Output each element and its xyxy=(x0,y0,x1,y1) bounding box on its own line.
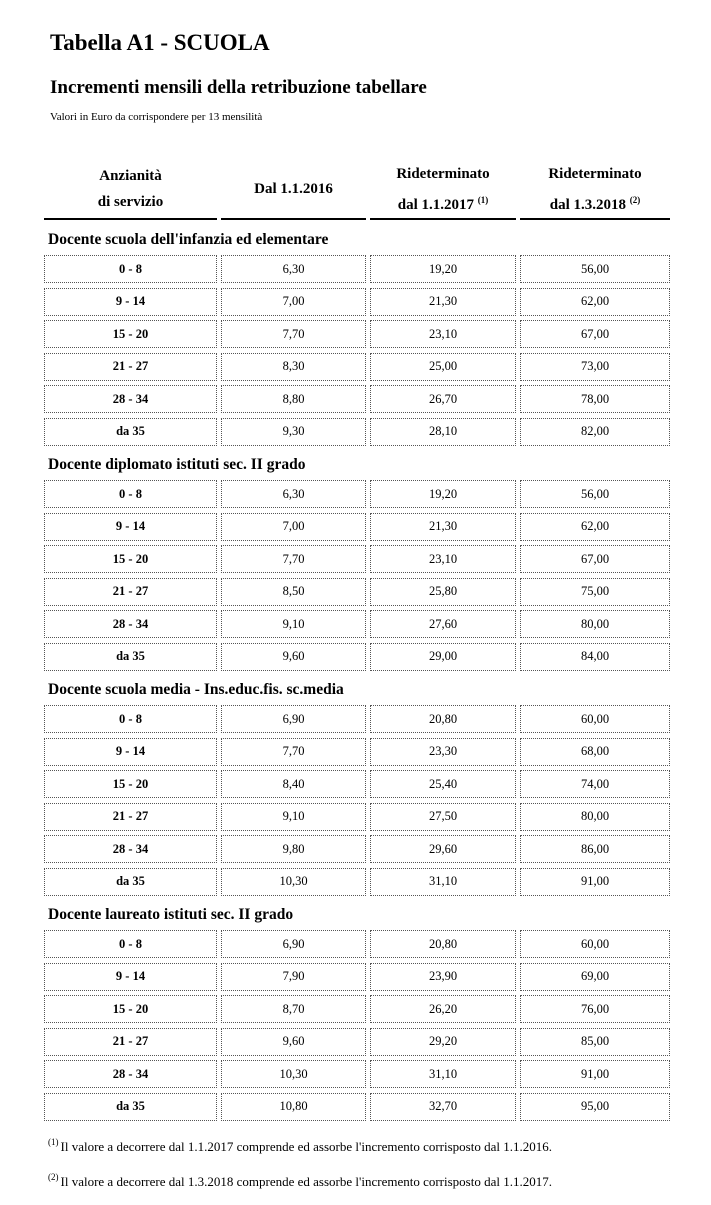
anzianita-cell: 0 - 8 xyxy=(44,705,217,733)
rideterminato-2017-cell: 27,50 xyxy=(370,803,516,831)
rideterminato-2017-cell: 32,70 xyxy=(370,1093,516,1121)
table-row xyxy=(44,286,670,319)
dal-2016-cell: 6,90 xyxy=(221,705,366,733)
dal-2016-cell: 8,70 xyxy=(221,995,366,1023)
rideterminato-2018-cell: 75,00 xyxy=(520,578,670,606)
anzianita-cell: 28 - 34 xyxy=(44,385,217,413)
rideterminato-2017-cell: 25,80 xyxy=(370,578,516,606)
header-rideterminato-2018 xyxy=(520,160,670,220)
anzianita-cell: 28 - 34 xyxy=(44,835,217,863)
rideterminato-2018-cell: 73,00 xyxy=(520,353,670,381)
anzianita-cell: 21 - 27 xyxy=(44,1028,217,1056)
section-title: Docente scuola media - Ins.educ.fis. sc.media xyxy=(48,681,344,698)
rideterminato-2018-cell: 91,00 xyxy=(520,1060,670,1088)
dal-2016-cell: 8,50 xyxy=(221,578,366,606)
rideterminato-2017-cell: 23,30 xyxy=(370,738,516,766)
table-row xyxy=(44,608,670,641)
table-row xyxy=(44,351,670,384)
anzianita-cell: 21 - 27 xyxy=(44,353,217,381)
table-row xyxy=(44,511,670,544)
anzianita-cell: 9 - 14 xyxy=(44,738,217,766)
footnote-2 xyxy=(48,1172,552,1190)
rideterminato-2018-cell: 74,00 xyxy=(520,770,670,798)
anzianita-cell: da 35 xyxy=(44,643,217,671)
anzianita-cell: 21 - 27 xyxy=(44,803,217,831)
rideterminato-2017-cell: 19,20 xyxy=(370,255,516,283)
dal-2016-cell: 10,30 xyxy=(221,1060,366,1088)
table-row xyxy=(44,833,670,866)
rideterminato-2017-cell: 23,90 xyxy=(370,963,516,991)
table-row xyxy=(44,993,670,1026)
table-row xyxy=(44,253,670,286)
rideterminato-2018-cell: 67,00 xyxy=(520,545,670,573)
section-title: Docente diplomato istituti sec. II grado xyxy=(48,456,306,473)
rideterminato-2017-cell: 19,20 xyxy=(370,480,516,508)
header-dal-2016 xyxy=(221,160,366,220)
table-row xyxy=(44,416,670,449)
header-rideterminato-2018-date: dal 1.3.2018 xyxy=(549,196,626,213)
anzianita-cell: 9 - 14 xyxy=(44,288,217,316)
table-row xyxy=(44,478,670,511)
values-note: Valori in Euro da corrispondere per 13 mensilità xyxy=(50,111,263,123)
rideterminato-2018-cell: 95,00 xyxy=(520,1093,670,1121)
anzianita-cell: da 35 xyxy=(44,418,217,446)
header-anzianita xyxy=(44,160,217,220)
dal-2016-cell: 9,30 xyxy=(221,418,366,446)
header-rideterminato-2017 xyxy=(370,160,516,220)
rideterminato-2018-cell: 86,00 xyxy=(520,835,670,863)
dal-2016-cell: 10,80 xyxy=(221,1093,366,1121)
table-row xyxy=(44,801,670,834)
table-row xyxy=(44,383,670,416)
footnote-1-text: Il valore a decorrere dal 1.1.2017 comprende ed assorbe l'incremento corrisposto dal 1.1.2016. xyxy=(60,1139,552,1154)
rideterminato-2017-cell: 23,10 xyxy=(370,320,516,348)
header-anzianita-line1: Anzianità xyxy=(99,168,162,184)
dal-2016-cell: 8,30 xyxy=(221,353,366,381)
rideterminato-2018-cell: 91,00 xyxy=(520,868,670,896)
dal-2016-cell: 6,30 xyxy=(221,255,366,283)
rideterminato-2017-cell: 27,60 xyxy=(370,610,516,638)
rideterminato-2017-cell: 31,10 xyxy=(370,1060,516,1088)
table-header xyxy=(44,160,670,222)
dal-2016-cell: 8,80 xyxy=(221,385,366,413)
dal-2016-cell: 10,30 xyxy=(221,868,366,896)
rideterminato-2017-cell: 23,10 xyxy=(370,545,516,573)
rideterminato-2018-cell: 69,00 xyxy=(520,963,670,991)
rideterminato-2018-cell: 56,00 xyxy=(520,255,670,283)
dal-2016-cell: 7,70 xyxy=(221,738,366,766)
anzianita-cell: 15 - 20 xyxy=(44,770,217,798)
header-dal-2016-label: Dal 1.1.2016 xyxy=(254,181,333,197)
dal-2016-cell: 9,60 xyxy=(221,1028,366,1056)
table-row xyxy=(44,543,670,576)
header-rideterminato-2018-line2 xyxy=(550,187,641,218)
footnote-2-text: Il valore a decorrere dal 1.3.2018 comprende ed assorbe l'incremento corrisposto dal 1.1.2017. xyxy=(60,1174,552,1189)
table-row xyxy=(44,1091,670,1124)
rideterminato-2017-cell: 28,10 xyxy=(370,418,516,446)
rideterminato-2018-cell: 78,00 xyxy=(520,385,670,413)
dal-2016-cell: 6,30 xyxy=(221,480,366,508)
rideterminato-2018-cell: 82,00 xyxy=(520,418,670,446)
anzianita-cell: 0 - 8 xyxy=(44,255,217,283)
rideterminato-2018-cell: 76,00 xyxy=(520,995,670,1023)
header-rideterminato-2017-date: dal 1.1.2017 xyxy=(397,196,474,213)
rideterminato-2017-cell: 26,20 xyxy=(370,995,516,1023)
rideterminato-2017-cell: 25,40 xyxy=(370,770,516,798)
table-row xyxy=(44,1058,670,1091)
rideterminato-2017-cell: 20,80 xyxy=(370,705,516,733)
header-rideterminato-2018-line1: Rideterminato xyxy=(548,165,642,182)
dal-2016-cell: 7,00 xyxy=(221,513,366,541)
rideterminato-2018-cell: 60,00 xyxy=(520,705,670,733)
rideterminato-2018-cell: 60,00 xyxy=(520,930,670,958)
rideterminato-2017-cell: 21,30 xyxy=(370,288,516,316)
rideterminato-2017-cell: 20,80 xyxy=(370,930,516,958)
anzianita-cell: 28 - 34 xyxy=(44,1060,217,1088)
footnote-2-ref: (2) xyxy=(48,1172,59,1182)
anzianita-cell: 28 - 34 xyxy=(44,610,217,638)
dal-2016-cell: 6,90 xyxy=(221,930,366,958)
rideterminato-2018-cell: 85,00 xyxy=(520,1028,670,1056)
anzianita-cell: da 35 xyxy=(44,868,217,896)
header-rideterminato-2017-line1: Rideterminato xyxy=(396,165,490,182)
anzianita-cell: 21 - 27 xyxy=(44,578,217,606)
rideterminato-2018-cell: 62,00 xyxy=(520,288,670,316)
anzianita-cell: 15 - 20 xyxy=(44,995,217,1023)
anzianita-cell: 15 - 20 xyxy=(44,320,217,348)
dal-2016-cell: 7,90 xyxy=(221,963,366,991)
header-rideterminato-2017-line2 xyxy=(398,187,489,218)
dal-2016-cell: 7,70 xyxy=(221,545,366,573)
anzianita-cell: 9 - 14 xyxy=(44,963,217,991)
section-table xyxy=(44,478,670,673)
table-row xyxy=(44,768,670,801)
footnote-1 xyxy=(48,1137,552,1155)
anzianita-cell: da 35 xyxy=(44,1093,217,1121)
dal-2016-cell: 7,00 xyxy=(221,288,366,316)
dal-2016-cell: 9,10 xyxy=(221,803,366,831)
rideterminato-2017-cell: 31,10 xyxy=(370,868,516,896)
table-row xyxy=(44,576,670,609)
rideterminato-2017-cell: 29,60 xyxy=(370,835,516,863)
section-table xyxy=(44,703,670,898)
table-row xyxy=(44,641,670,674)
anzianita-cell: 0 - 8 xyxy=(44,930,217,958)
rideterminato-2017-cell: 29,20 xyxy=(370,1028,516,1056)
section-table xyxy=(44,928,670,1123)
footnote-ref-2: (2) xyxy=(629,194,641,205)
dal-2016-cell: 7,70 xyxy=(221,320,366,348)
rideterminato-2018-cell: 62,00 xyxy=(520,513,670,541)
dal-2016-cell: 9,80 xyxy=(221,835,366,863)
anzianita-cell: 0 - 8 xyxy=(44,480,217,508)
rideterminato-2018-cell: 56,00 xyxy=(520,480,670,508)
table-row xyxy=(44,961,670,994)
page-title: Tabella A1 - SCUOLA xyxy=(50,30,270,55)
dal-2016-cell: 8,40 xyxy=(221,770,366,798)
rideterminato-2018-cell: 68,00 xyxy=(520,738,670,766)
page-subtitle: Incrementi mensili della retribuzione tabellare xyxy=(50,77,427,98)
table-row xyxy=(44,866,670,899)
table-row xyxy=(44,703,670,736)
table-row xyxy=(44,1026,670,1059)
table-row xyxy=(44,736,670,769)
rideterminato-2018-cell: 80,00 xyxy=(520,803,670,831)
dal-2016-cell: 9,60 xyxy=(221,643,366,671)
section-title: Docente scuola dell'infanzia ed elementare xyxy=(48,231,329,248)
table-row xyxy=(44,318,670,351)
rideterminato-2017-cell: 26,70 xyxy=(370,385,516,413)
anzianita-cell: 15 - 20 xyxy=(44,545,217,573)
section-title: Docente laureato istituti sec. II grado xyxy=(48,906,294,923)
rideterminato-2018-cell: 84,00 xyxy=(520,643,670,671)
rideterminato-2017-cell: 29,00 xyxy=(370,643,516,671)
dal-2016-cell: 9,10 xyxy=(221,610,366,638)
anzianita-cell: 9 - 14 xyxy=(44,513,217,541)
rideterminato-2017-cell: 21,30 xyxy=(370,513,516,541)
footnote-ref-1: (1) xyxy=(477,194,489,205)
rideterminato-2018-cell: 67,00 xyxy=(520,320,670,348)
footnote-1-ref: (1) xyxy=(48,1137,59,1147)
header-anzianita-line2: di servizio xyxy=(97,194,164,210)
rideterminato-2018-cell: 80,00 xyxy=(520,610,670,638)
table-row xyxy=(44,928,670,961)
rideterminato-2017-cell: 25,00 xyxy=(370,353,516,381)
section-table xyxy=(44,253,670,448)
